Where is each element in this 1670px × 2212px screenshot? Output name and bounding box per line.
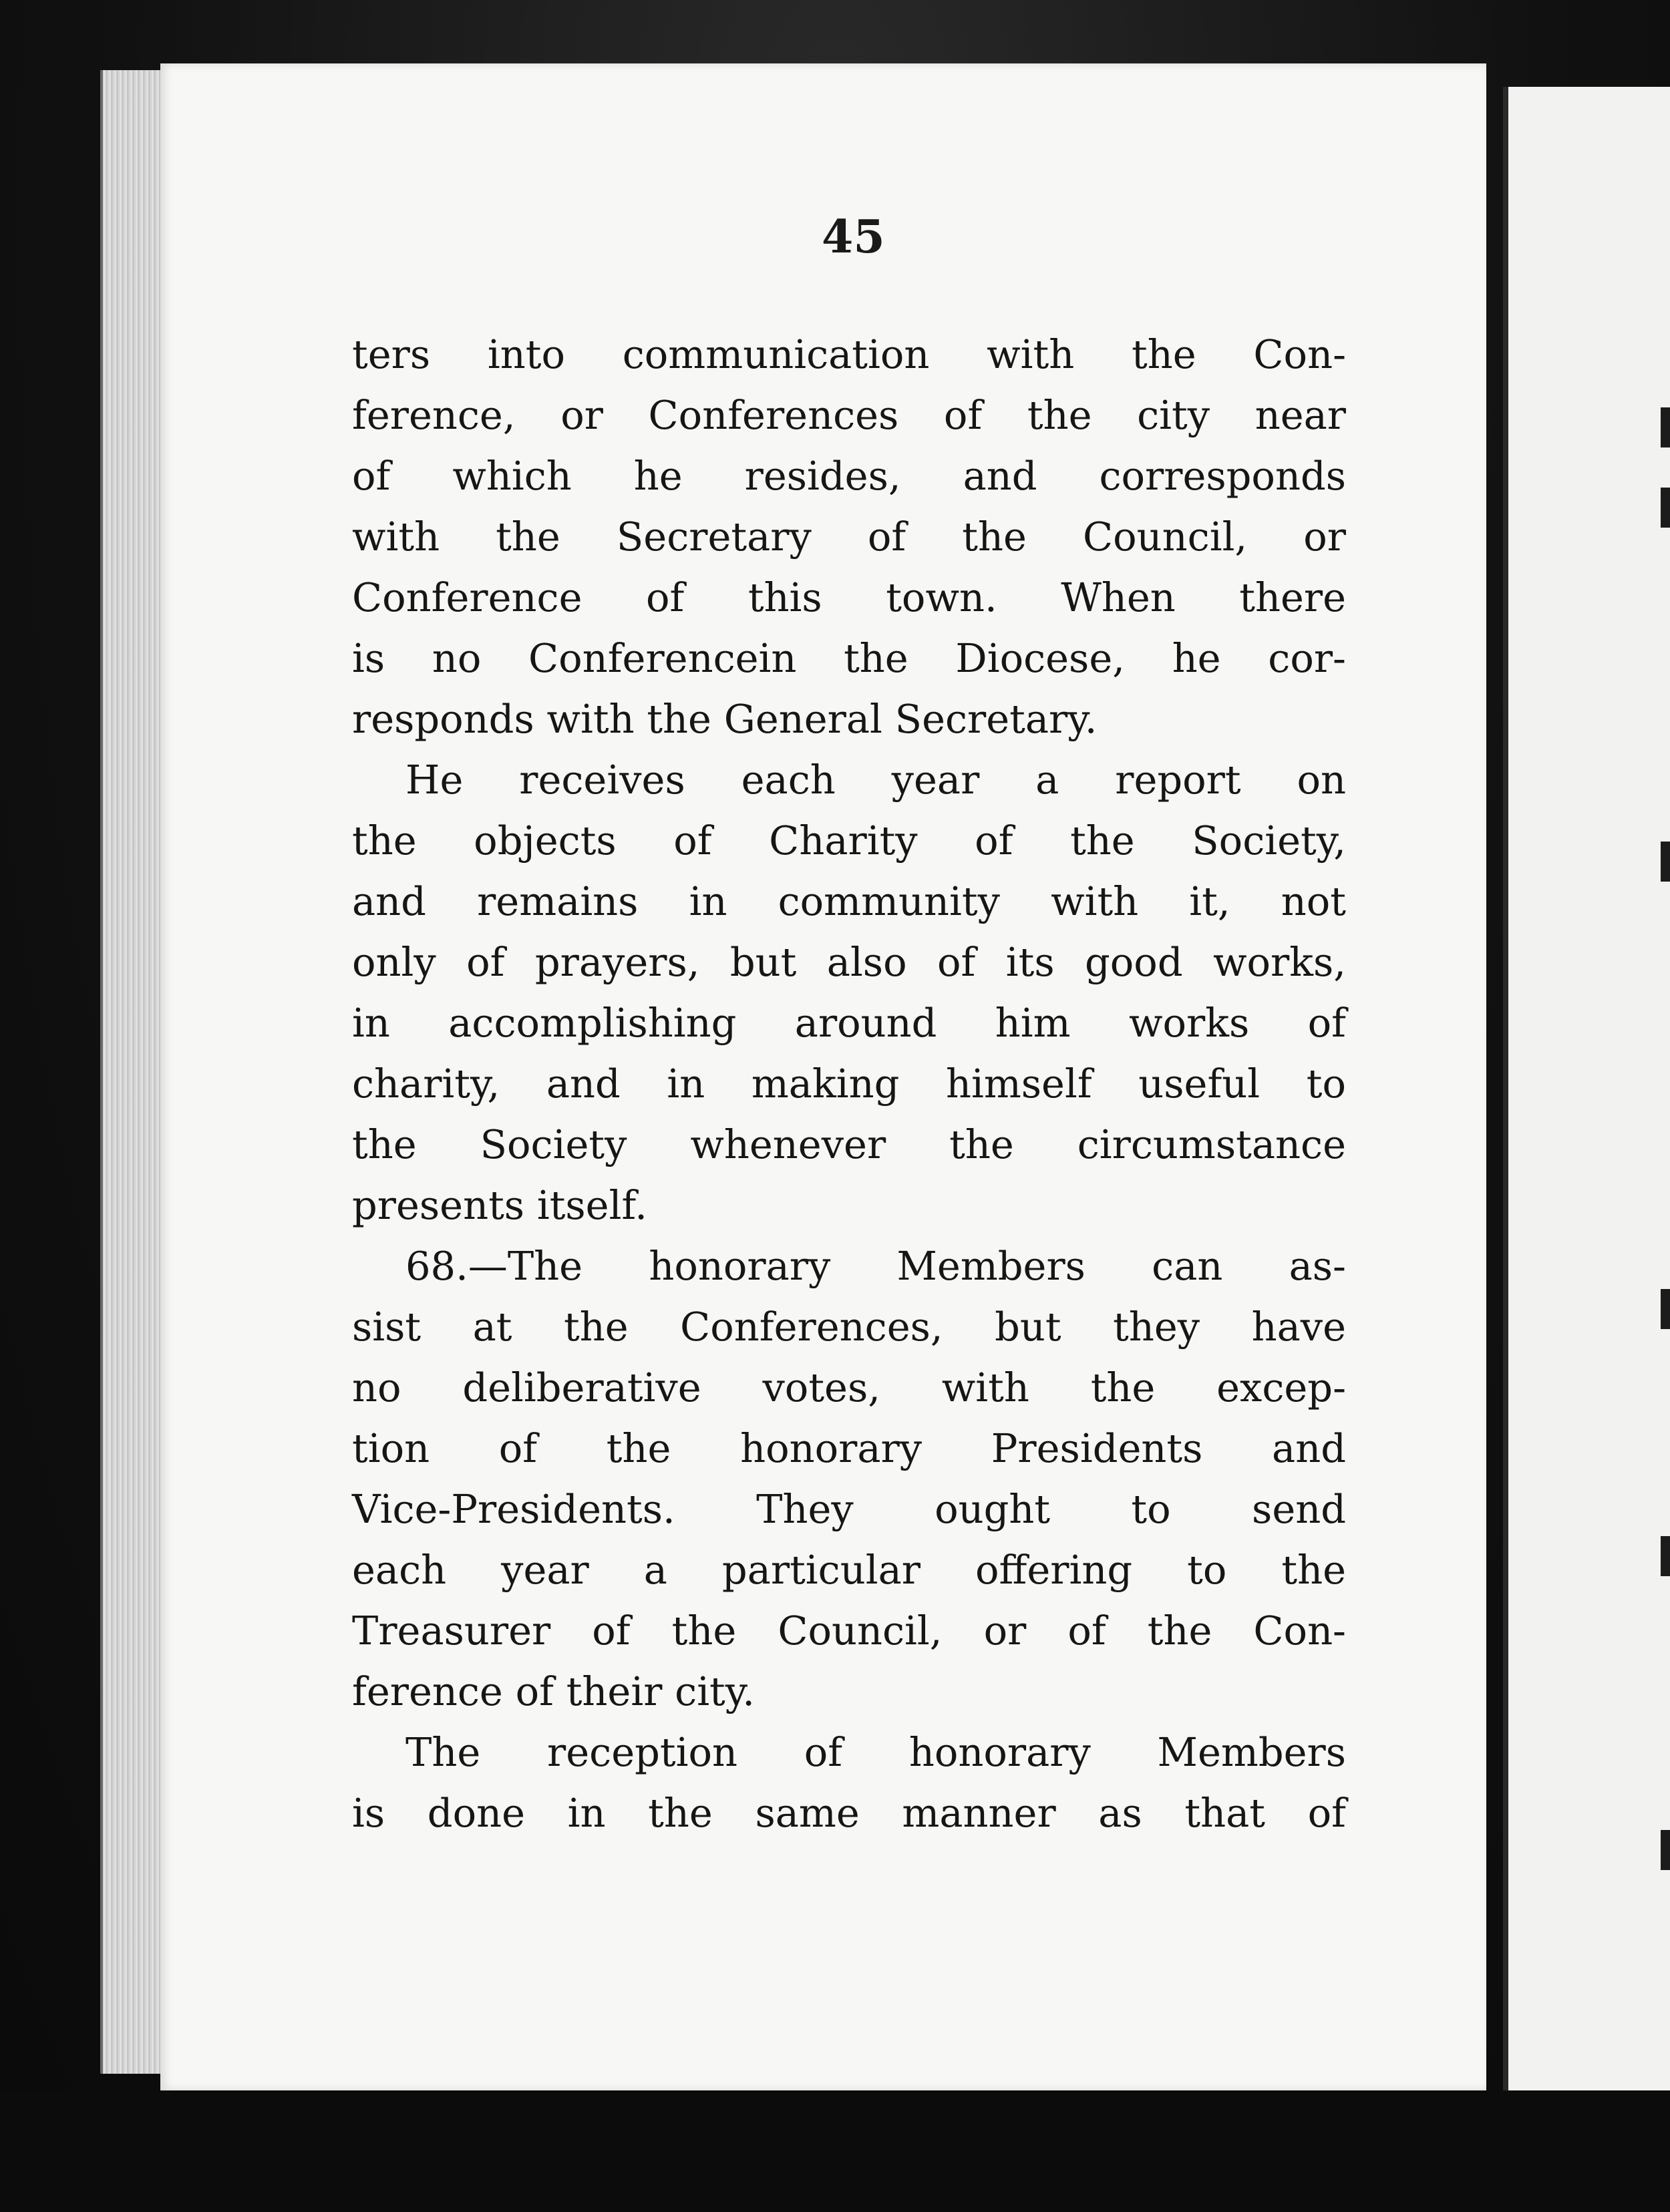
page-number: 45	[822, 210, 885, 264]
text-line: tion of the honorary Presidents and	[352, 1425, 1346, 1471]
text-line: ference of their city.	[352, 1668, 756, 1714]
text-line: is no Conferencein the Diocese, he cor-	[352, 635, 1346, 681]
adjacent-text-fragment	[1661, 488, 1670, 528]
text-line: no deliberative votes, with the excep-	[352, 1364, 1346, 1411]
text-line: Vice-Presidents. They ought to send	[352, 1486, 1346, 1532]
page-body-text	[352, 324, 1346, 1843]
text-line: ference, or Conferences of the city near	[352, 392, 1346, 438]
text-line: sist at the Conferences, but they have	[352, 1304, 1346, 1350]
text-line: only of prayers, but also of its good works,	[352, 939, 1346, 985]
text-line: with the Secretary of the Council, or	[352, 514, 1346, 560]
text-line: responds with the General Secretary.	[352, 696, 1098, 742]
text-line: is done in the same manner as that of	[352, 1790, 1346, 1836]
text-line: the objects of Charity of the Society,	[352, 817, 1346, 864]
adjacent-text-fragment	[1661, 842, 1670, 882]
text-line: He receives each year a report on	[405, 757, 1346, 803]
text-line: and remains in community with it, not	[352, 878, 1346, 924]
text-line: ters into communication with the Con-	[352, 331, 1346, 377]
adjacent-page-fragment	[1503, 87, 1670, 2090]
text-line: presents itself.	[352, 1182, 647, 1228]
text-line: 68.—The honorary Members can as-	[405, 1243, 1346, 1289]
text-line: The reception of honorary Members	[405, 1729, 1346, 1775]
adjacent-text-fragment	[1661, 1830, 1670, 1870]
text-line: the Society whenever the circumstance	[352, 1121, 1346, 1167]
adjacent-text-fragment	[1661, 1289, 1670, 1329]
text-line: Conference of this town. When there	[352, 574, 1346, 620]
scan-bottom-margin	[0, 2090, 1670, 2212]
text-line: each year a particular offering to the	[352, 1547, 1346, 1593]
text-line: Treasurer of the Council, or of the Con-	[352, 1608, 1346, 1654]
text-line: in accomplishing around him works of	[352, 1000, 1346, 1046]
text-line: of which he resides, and corresponds	[352, 453, 1346, 499]
adjacent-text-fragment	[1661, 407, 1670, 447]
adjacent-text-fragment	[1661, 1536, 1670, 1576]
text-line: charity, and in making himself useful to	[352, 1061, 1346, 1107]
